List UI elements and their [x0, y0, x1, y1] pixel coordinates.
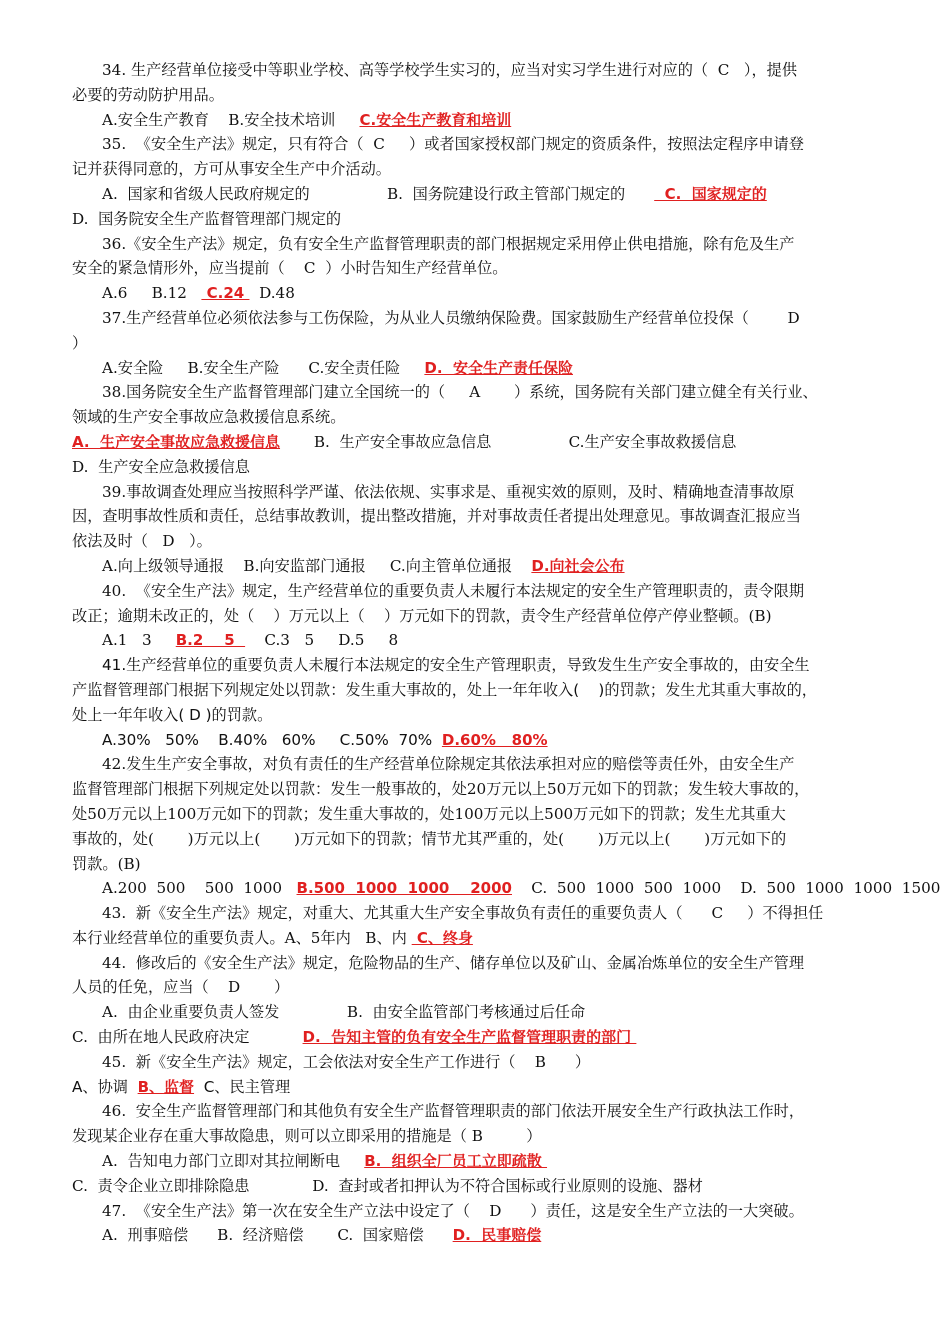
options-row — [72, 430, 882, 455]
options-row — [72, 628, 882, 653]
question-text: 38.国务院安全生产监督管理部门建立全国统一的（ A ）系统，国务院有关部门建立健全有关行业、 — [102, 383, 818, 402]
question-block — [72, 306, 882, 380]
question-text: 39.事故调查处理应当按照科学严谨、依法依规、实事求是、重视实效的原则，及时、精确地查清事故原 — [102, 482, 795, 501]
question-block — [72, 951, 882, 1050]
options-row — [72, 728, 882, 753]
answer-option: D. 告知主管的负有安全生产监督管理职责的部门 — [302, 1028, 637, 1047]
option-text: C.3 5 D.5 8 — [245, 631, 399, 650]
option-text: B. 生产安全事故应急信息 C.生产安全事故救援信息 — [280, 432, 737, 451]
options-row — [72, 1075, 882, 1100]
option-text: C、民主管理 — [194, 1077, 291, 1096]
options-row — [72, 182, 882, 207]
option-text: A. 刑事赔偿 B. 经济赔偿 C. 国家赔偿 — [102, 1226, 453, 1245]
question-block — [72, 232, 882, 306]
options-row-continued — [72, 455, 882, 480]
answer-option: A. 生产安全事故应急救援信息 — [72, 432, 281, 451]
question-text-continued: 处上一年年收入( D )的罚款。 — [72, 705, 273, 724]
question-block — [72, 380, 882, 479]
question-text-continued: 处50万元以上100万元如下的罚款；发生重大事故的，处100万元以上500万元如下的罚款；发生尤其重大 — [72, 804, 786, 823]
question-text-continued: 依法及时（ D ）。 — [72, 532, 212, 551]
option-text: A.200 500 500 1000 — [102, 879, 297, 898]
question-text: 40. 《安全生产法》规定，生产经营单位的重要负责人未履行本法规定的安全生产管理职责的，责令限期 — [102, 581, 805, 600]
question-text: 43. 新《安全生产法》规定，对重大、尤其重大生产安全事故负有责任的重要负责人（ C ）不得担任 — [102, 904, 824, 923]
option-text: A. 由企业重要负责人签发 B. 由安全监管部门考核通过后任命 — [102, 1003, 586, 1022]
answer-option: B. 组织全厂员工立即疏散 — [364, 1152, 548, 1171]
option-text: C. 责令企业立即排除隐患 D. 查封或者扣押认为不符合国标或行业原则的设施、器材 — [72, 1176, 703, 1195]
question-text: 37.生产经营单位必须依法参与工伤保险，为从业人员缴纳保险费。国家鼓励生产经营单位投保（ D — [102, 308, 800, 327]
question-text-continued: 领域的生产安全事故应急救援信息系统。 — [72, 408, 346, 427]
question-text: 44. 修改后的《安全生产法》规定，危险物品的生产、储存单位以及矿山、金属冶炼单位的安全生产管理 — [102, 953, 805, 972]
option-text: A.安全险 B.安全生产险 C.安全责任险 — [102, 358, 425, 377]
question-text: 45. 新《安全生产法》规定，工会依法对安全生产工作进行（ B ） — [102, 1052, 591, 1071]
question-text: 41.生产经营单位的重要负责人未履行本法规定的安全生产管理职责，导致发生生产安全事故的，由安全生 — [102, 656, 810, 675]
question-text-continued: 监督管理部门根据下列规定处以罚款：发生一般事故的，处20万元以上50万元如下的罚款；发生较大事故的， — [72, 780, 810, 799]
question-block — [72, 480, 882, 579]
question-block — [72, 58, 882, 132]
question-text: 42.发生生产安全事故，对负有责任的生产经营单位除规定其依法承担对应的赔偿等责任外，由安全生产 — [102, 755, 795, 774]
option-text: A.安全生产教育 B.安全技术培训 — [102, 110, 360, 129]
options-row — [72, 926, 882, 951]
option-text: A.30% 50% B.40% 60% C.50% 70% — [102, 730, 442, 749]
option-text: A. 国家和省级人民政府规定的 B. 国务院建设行政主管部门规定的 — [102, 184, 655, 203]
answer-option: D.60% 80% — [441, 730, 548, 749]
answer-option: B.2 5 — [175, 631, 246, 650]
question-block — [72, 901, 882, 951]
answer-option: C. 国家规定的 — [654, 184, 767, 203]
question-text: 47. 《安全生产法》第一次在安全生产立法中设定了（ D ）责任，这是安全生产立法的一大突破。 — [102, 1201, 804, 1220]
options-row — [72, 281, 882, 306]
options-row-continued — [72, 1025, 882, 1050]
answer-option: B.500 1000 1000 2000 — [296, 879, 512, 898]
question-text-continued: 记并获得同意的，方可从事安全生产中介活动。 — [72, 160, 391, 179]
option-text: 本行业经营单位的重要负责人。A、5年内 B、内 — [72, 928, 412, 947]
option-text: A.1 3 — [102, 631, 176, 650]
question-block — [72, 132, 882, 231]
answer-option: B、监督 — [137, 1077, 195, 1096]
option-text: D. 国务院安全生产监督管理部门规定的 — [72, 209, 342, 228]
options-row — [72, 554, 882, 579]
option-text: D. 生产安全应急救援信息 — [72, 457, 250, 476]
question-text: 35. 《安全生产法》规定，只有符合（ C ）或者国家授权部门规定的资质条件，按照法定程序申请登 — [102, 135, 804, 154]
question-text-continued: 必要的劳动防护用品。 — [72, 85, 224, 104]
question-block — [72, 1099, 882, 1198]
question-text-continued: 人员的任免，应当（ D ） — [72, 978, 290, 997]
options-row — [72, 108, 882, 133]
question-text-continued: 安全的紧急情形外，应当提前（ C ）小时告知生产经营单位。 — [72, 259, 508, 278]
question-text-continued: 产监督管理部门根据下列规定处以罚款：发生重大事故的，处上一年年收入( )的罚款；发生尤其重大事故的， — [72, 680, 817, 699]
option-text: A.向上级领导通报 B.向安监部门通报 C.向主管单位通报 — [102, 556, 532, 575]
options-row — [72, 356, 882, 381]
option-text: C. 由所在地人民政府决定 — [72, 1028, 303, 1047]
options-row-continued — [72, 1174, 882, 1199]
question-text-continued: 因，查明事故性质和责任，总结事故教训，提出整改措施，并对事故责任者提出处理意见。事故调查汇报应当 — [72, 507, 801, 526]
options-row-continued — [72, 207, 882, 232]
question-text-continued: 罚款。(B) — [72, 854, 141, 873]
question-block — [72, 1199, 882, 1249]
answer-option: D. 民事赔偿 — [452, 1226, 542, 1245]
options-row — [72, 876, 941, 901]
options-row — [72, 1000, 882, 1025]
question-text-continued: 事故的，处( )万元以上( )万元如下的罚款；情节尤其严重的，处( )万元以上( )万元如下的 — [72, 829, 787, 848]
question-text: 34. 生产经营单位接受中等职业学校、高等学校学生实习的，应当对实习学生进行对应的（ C ），提供 — [102, 61, 798, 79]
question-block — [72, 653, 882, 752]
question-text-continued: 改正；逾期未改正的，处（ ）万元以上（ ）万元如下的罚款，责令生产经营单位停产停业整顿。(B) — [72, 606, 772, 625]
answer-option: C.安全生产教育和培训 — [359, 110, 512, 129]
question-block — [72, 752, 941, 901]
question-text: 36.《安全生产法》规定，负有安全生产监督管理职责的部门根据规定采用停止供电措施，除有危及生产 — [102, 234, 795, 253]
answer-option: C.24 — [201, 284, 250, 303]
option-text: A.6 B.12 — [102, 284, 202, 303]
option-text: D.48 — [249, 284, 295, 303]
option-text: A. 告知电力部门立即对其拉闸断电 — [102, 1152, 365, 1171]
answer-option: D. 安全生产责任保险 — [424, 358, 573, 377]
answer-option: D.向社会公布 — [531, 556, 625, 575]
answer-option: C、终身 — [411, 928, 473, 947]
question-text-continued: 发现某企业存在重大事故隐患，则可以立即采用的措施是（ B ） — [72, 1127, 542, 1146]
question-text-continued: ） — [72, 333, 88, 352]
option-text: A、协调 — [72, 1077, 138, 1096]
options-row — [72, 1223, 882, 1248]
options-row — [72, 1149, 882, 1174]
question-block — [72, 579, 882, 653]
question-block — [72, 1050, 882, 1100]
question-text: 46. 安全生产监督管理部门和其他负有安全生产监督管理职责的部门依法开展安全生产行政执法工作时， — [102, 1102, 805, 1121]
option-text: C. 500 1000 500 1000 D. 500 1000 1000 1500 — [512, 879, 941, 898]
exam-page — [72, 58, 941, 1248]
